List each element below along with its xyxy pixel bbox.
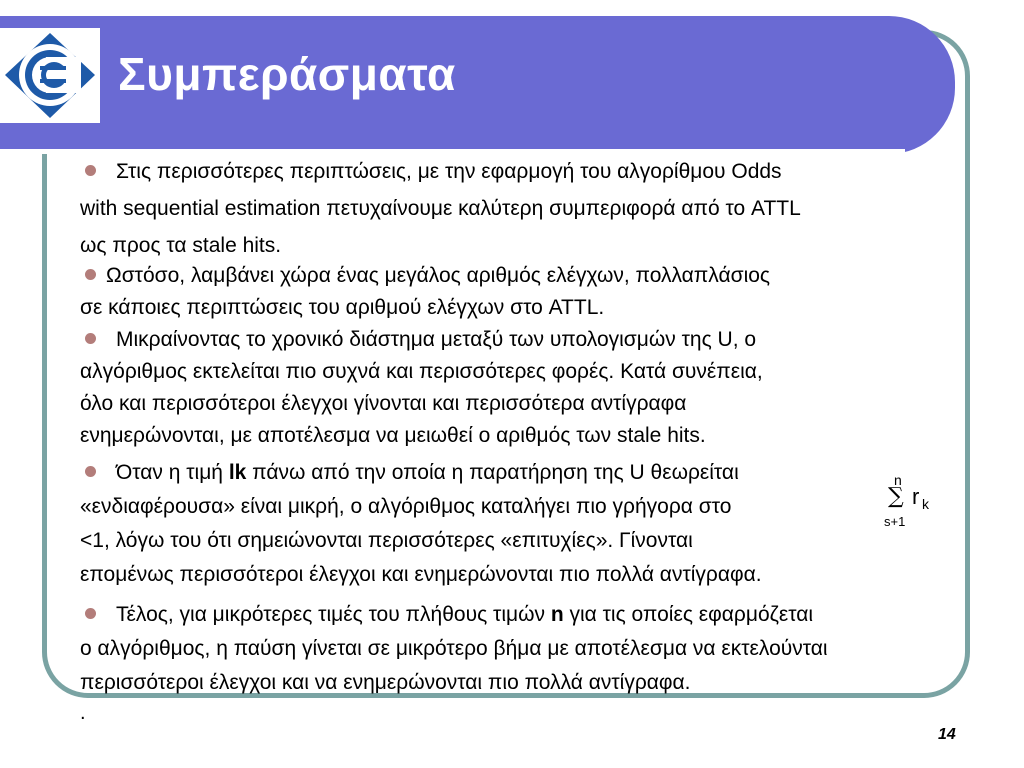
- bullet-3: [80, 324, 995, 452]
- bullet-marker-icon: [85, 165, 96, 176]
- bullet-5: [80, 598, 995, 700]
- n-term: n: [550, 603, 564, 626]
- page-number: 14: [938, 726, 956, 743]
- bullet-2-line-2: σε κάποιες περιπτώσεις του αριθμού ελέγχων στο ATTL.: [80, 296, 605, 319]
- bullet-2: [80, 260, 995, 324]
- bullet-3-line-2: αλγόριθμος εκτελείται πιο συχνά και περισσότερες φορές. Κατά συνέπεια,: [80, 360, 763, 383]
- bullet-1: [80, 153, 995, 264]
- circular-emblem-icon: [0, 28, 100, 123]
- bullet-1-line-2: with sequential estimation πετυχαίνουμε καλύτερη συμπεριφορά από το ATTL: [80, 197, 801, 220]
- sum-lower-limit: s+1: [884, 514, 906, 529]
- summation-formula: [880, 472, 950, 532]
- bullet-5-line-1: Τέλος, για μικρότερες τιμές του πλήθους τιμών n για τις οποίες εφαρμόζεται: [80, 598, 995, 632]
- bullet-marker-icon: [85, 333, 96, 344]
- bullet-4: [80, 456, 995, 592]
- sum-term-subscript: k: [922, 496, 929, 512]
- bullet-3-line-1: Μικραίνοντας το χρονικό διάστημα μεταξύ των υπολογισμών της U, ο: [80, 324, 995, 356]
- sum-term: r: [912, 484, 920, 509]
- bullet-4-line-1: Όταν η τιμή lk πάνω από την οποία η παρατήρηση της U θεωρείται: [80, 456, 995, 490]
- lk-term: lk: [228, 461, 247, 484]
- bullet-4-line-4: επομένως περισσότεροι έλεγχοι και ενημερώνονται πιο πολλά αντίγραφα.: [80, 563, 762, 586]
- bullet-4-line-3: <1, λόγω του ότι σημειώνονται περισσότερες «επιτυχίες». Γίνονται: [80, 529, 693, 552]
- sum-upper-limit: n: [894, 472, 902, 488]
- bullet-3-line-3: όλο και περισσότεροι έλεγχοι γίνονται και περισσότερα αντίγραφα: [80, 392, 687, 415]
- logo: [0, 28, 100, 123]
- bullet-marker-icon: [85, 608, 96, 619]
- bullet-1-line-3: ως προς τα stale hits.: [80, 234, 282, 257]
- sigma-symbol: ∑: [888, 484, 904, 509]
- page-title: Συμπεράσματα: [118, 48, 456, 100]
- bullet-5-line-2: ο αλγόριθμος, η παύση γίνεται σε μικρότερο βήμα με αποτέλεσμα να εκτελούνται: [80, 637, 828, 660]
- bullet-2-line-1: Ωστόσο, λαμβάνει χώρα ένας μεγάλος αριθμός ελέγχων, πολλαπλάσιος: [80, 260, 995, 292]
- trailing-mark: .: [80, 702, 86, 724]
- slide-body: [80, 150, 995, 700]
- bullet-4-line-2: «ενδιαφέρουσα» είναι μικρή, ο αλγόριθμος καταλήγει πιο γρήγορα στο: [80, 495, 732, 518]
- bullet-marker-icon: [85, 269, 96, 280]
- bullet-marker-icon: [85, 466, 96, 477]
- bullet-1-line-1: Στις περισσότερες περιπτώσεις, με την εφαρμογή του αλγορίθμου Odds: [80, 153, 995, 190]
- bullet-5-line-3: περισσότεροι έλεγχοι και να ενημερώνονται πιο πολλά αντίγραφα.: [80, 671, 691, 694]
- bullet-3-line-4: ενημερώνονται, με αποτέλεσμα να μειωθεί ο αριθμός των stale hits.: [80, 424, 706, 447]
